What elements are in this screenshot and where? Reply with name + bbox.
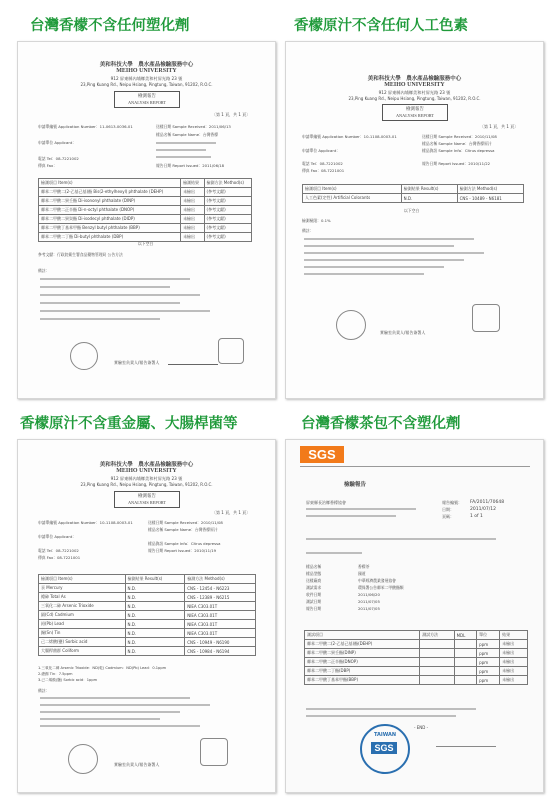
meiho-report-2 [285,41,544,399]
blurred-line [304,266,444,268]
table-cell: 鄰苯二甲酸二丁酯 Di-butyl phthalate (DBP) [39,233,181,242]
detection-limit: 檢測極限：0.1% [302,218,331,223]
table-row [39,206,252,215]
table-row [39,188,252,197]
table-header-cell: 檢測項目 Item(s) [303,185,402,194]
table-cell: 己二烯酸(鹽) Sorbic acid [39,638,126,647]
table-cell: CNS - 10984 - N6194 [185,647,256,656]
table-cell: N.D. [125,593,185,602]
meiho-report-3 [17,439,276,793]
table-row [305,649,528,658]
application-number: 申請單編號 Application Number：11-0613-0036-01 [38,124,133,129]
table-cell: CNS - 12454 - N6223 [185,584,256,593]
table-cell: 鄰苯二甲酸二(2-乙基己基)酯(DEHP) [305,640,420,649]
heading-top-right: 香檬原汁不含任何人工色素 [294,18,468,34]
blurred-line [304,245,454,247]
blurred-line [304,252,484,254]
tel: 電話 Tel：08-7221002 [38,548,79,553]
blurred-line [40,725,200,727]
sgs-report [285,439,544,793]
table-cell: (參考文獻) [204,224,251,233]
meiho-report-1 [17,41,276,399]
field-label: 送樣廠商 [306,578,322,583]
table-row [303,194,524,203]
stamp-sgs-logo: SGS [371,742,397,754]
field-label: 樣品型態 [306,571,322,576]
heading-bottom-left: 香檬原汁不含重金屬、大腸桿菌等 [20,416,238,432]
table-cell: 三氧化二砷 Arsenic Trioxide [39,602,126,611]
signer-label: 實驗室負責人/報告簽署人 [114,762,160,767]
table-header-row [305,631,528,640]
table-cell: 鄰苯二甲酸丁基苯甲酯(BBP) [305,676,420,685]
address-cn: 912 屏東縣內埔鄉美和村屏光路 23 號 [378,90,451,95]
table-cell [420,640,454,649]
report-issued: 報告日期 Report Issued：2011/06/18 [156,163,225,168]
table-cell: ppm [477,658,500,667]
table-cell: 未檢出 [181,233,204,242]
signature-line [168,364,218,365]
page-number: 〔第 1 頁，共 1 頁〕 [480,124,519,129]
sgs-logo: SGS [300,446,344,463]
table-cell: N.D. [125,620,185,629]
table-cell: 鄰苯二甲酸二異壬酯(DINP) [305,649,420,658]
table-header-row [303,185,524,194]
sample-name: 樣品名稱 Sample Name：台灣香檬 [156,132,219,137]
table-row [305,676,528,685]
univ-name-cn: 美和科技大學 農水產品檢驗服務中心 [99,62,194,68]
table-cell: N.D. [125,629,185,638]
blurred-line [306,715,456,717]
field-label: 測試需求 [306,585,322,590]
univ-name-cn: 美和科技大學 農水產品檢驗服務中心 [99,462,194,468]
table-cell [420,667,454,676]
heading-bottom-right: 台灣香檬茶包不含塑化劑 [301,416,461,432]
table-row [39,584,256,593]
table-cell: 鄰苯二甲酸二異壬酯 Di-isononyl phthalate (DINP) [39,197,181,206]
field-value: 2011/07/05 [358,606,380,611]
table-cell: 未檢出 [500,640,528,649]
tel: 電話 Tel：08-7221002 [302,161,343,166]
application-number: 申請單編號 Application Number：10-1108-0003-01 [302,134,397,139]
heading-top-left: 台灣香檬不含任何塑化劑 [30,18,190,34]
blurred-line [156,149,206,151]
table-cell: N.D. [125,584,185,593]
table-cell: 鎘(Cd) Cadmium [39,611,126,620]
table-header-cell: 檢測方法 Method(s) [185,575,256,584]
field-value: 環保署公告鄰苯二甲酸酯類 [358,585,404,590]
address-en: 23,Ping Kuang Rd., Neipu Hsiang, Pingtung, Taiwan, 91202, R.O.C. [80,482,213,487]
table-cell: NIEA C303.01T [185,611,256,620]
reference-note: 參考文獻：行政院衛生署食品藥物管理局 公告方法 [38,252,123,257]
table-row [39,197,252,206]
table-cell: 未檢出 [181,215,204,224]
limit-note: 2.總錫 Tin：7.5ppm [38,672,73,676]
table-cell: 未檢出 [181,197,204,206]
official-seal-stamp [68,744,98,774]
table-cell: 未檢出 [181,206,204,215]
table-cell: 鄰苯二甲酸二正辛酯 Di-n-octyl phthalate (DNOP) [39,206,181,215]
table-header-cell: 測試方法 [420,631,454,640]
blurred-line [40,294,200,296]
field-label: 樣品名稱 [306,564,322,569]
sample-received: 送樣日期 Sample Received：2010/11/08 [422,134,497,139]
table-header-cell: 測試項目 [305,631,420,640]
table-cell: NIEA C303.01T [185,629,256,638]
table-cell: 未檢出 [181,224,204,233]
report-title-cn: 檢測報告 [406,107,424,112]
report-title-box [114,491,180,508]
tel: 電話 Tel：08-7221002 [38,156,79,161]
fax: 傳真 Fax：08-7221001 [302,168,345,173]
address-cn: 912 屏東縣內埔鄉美和村屏光路 23 號 [110,476,183,481]
table-cell: N.D. [401,194,457,203]
table-cell [454,667,477,676]
page-number: 〔第 1 頁，共 1 頁〕 [212,510,251,515]
table-cell: CNS - 10949 - N6190 [185,638,256,647]
table-cell: (參考文獻) [204,233,251,242]
blurred-line [40,711,180,713]
header-rule [300,466,530,467]
report-date: 2011/07/12 [470,507,496,512]
table-header-row [39,179,252,188]
blurred-line [306,708,476,710]
report-issued: 報告日期 Report Issued：2010/11/22 [422,161,491,166]
signer-stamp [218,338,244,364]
field-label: 收件日期 [306,592,322,597]
blurred-line [304,259,464,261]
table-cell [454,676,477,685]
blurred-line [40,718,160,720]
table-cell: CNS - 12389 - N6215 [185,593,256,602]
field-label: 測試日期 [306,599,322,604]
table-row [39,602,256,611]
blurred-line [156,142,216,144]
table-header-cell: MDL [454,631,477,640]
table-header-cell: 檢測結果 [181,179,204,188]
blurred-line [304,273,424,275]
end-marker: 以下空白 [404,208,420,213]
sgs-client: 屏東縣長治鄉香檬協會 [306,500,346,505]
blurred-line [40,318,160,320]
fax: 傳真 Fax：08-7221001 [38,555,81,560]
table-cell [454,658,477,667]
table-row [39,629,256,638]
table-cell: 大腸桿菌群 Coliform [39,647,126,656]
table-cell: 人工色素(定性) Artificial Colorants [303,194,402,203]
table-cell: 未檢出 [500,667,528,676]
table-row [39,638,256,647]
signature-line [436,746,496,747]
barcode [306,552,362,554]
signer-stamp [472,304,500,332]
page-number: 1 of 1 [470,514,483,519]
page-label: 頁碼： [442,514,454,519]
table-cell: 鄰苯二甲酸二(2-乙基己基)酯 Bis(2-ethylhexyl) phthalate (DEHP) [39,188,181,197]
table-header-cell: 檢測項目 Item(s) [39,575,126,584]
sample-info: 樣品資訊 Sample Info：Citrus depressa [422,148,495,153]
blurred-line [40,697,190,699]
applicant: 申請單位 Applicant： [38,140,77,145]
table-cell: 鉛(Pb) Lead [39,620,126,629]
signer-stamp [200,738,228,766]
field-value: 2011/06/20 [358,592,380,597]
report-no-label: 報告編號： [442,500,462,505]
sample-info: 樣品資訊 Sample Info：Citrus depressa [148,541,221,546]
table-cell: ppm [477,640,500,649]
table-cell: CNS - 10489 - N6181 [457,194,523,203]
table-cell: N.D. [125,638,185,647]
table-header-cell: 檢測項目 Item(s) [39,179,181,188]
address-en: 23,Ping Kuang Rd., Neipu Hsiang, Pingtung, Taiwan, 91202, R.O.C. [348,96,481,101]
stamp-text: TAIWAN [373,732,397,738]
end-marker: - END - [414,725,429,730]
table-row [305,658,528,667]
table-cell: ppm [477,667,500,676]
signer-label: 實驗室負責人/報告簽署人 [380,330,426,335]
blurred-line [156,156,211,158]
blurred-line [304,238,474,240]
sample-received: 送樣日期 Sample Received：2011/06/13 [156,124,231,129]
table-header-cell: 檢測方法 Method(s) [457,185,523,194]
limit-note: 3.己二烯酸(鹽) Sorbic acid：1ppm [38,678,98,682]
blurred-line [40,286,170,288]
blurred-line [306,538,496,540]
field-label: 報告日期 [306,606,322,611]
sgs-report-title: 檢驗報告 [344,482,367,488]
table-cell [420,658,454,667]
table-cell: N.D. [125,611,185,620]
end-marker: 以下空白 [138,241,154,246]
address-en: 23,Ping Kuang Rd., Neipu Hsiang, Pingtung, Taiwan, 91202, R.O.C. [80,82,213,87]
table-cell: ppm [477,649,500,658]
table-header-cell: 檢測結果 Result(s) [401,185,457,194]
results-table [38,178,252,242]
table-header-row [39,575,256,584]
remarks-label: 備註： [38,688,50,693]
sample-name: 樣品名稱 Sample Name：台灣香檬原汁 [422,141,492,146]
table-cell [420,676,454,685]
table-row [39,647,256,656]
table-row [39,224,252,233]
field-value: 2011/07/05 [358,599,380,604]
table-cell [454,640,477,649]
table-row [39,593,256,602]
address-cn: 912 屏東縣內埔鄉美和村屏光路 23 號 [110,76,183,81]
table-cell: (參考文獻) [204,206,251,215]
table-cell [454,649,477,658]
table-row [305,667,528,676]
page-number: 〔第 1 頁，共 1 頁〕 [212,112,251,117]
table-cell: 未檢出 [500,649,528,658]
univ-name-en: MEIHO UNIVERSITY [384,82,445,88]
limit-note: 1.三氧化二砷 Arsenic Trioxide：ND(乾) Cadmium：ND(Pb) Lead：0.1ppm [38,666,167,670]
field-value: 香檬茶 [358,564,370,569]
table-cell: 錫(Sn) Tin [39,629,126,638]
applicant: 申請單位 Applicant： [302,148,341,153]
table-header-cell: 單位 [477,631,500,640]
table-cell [420,649,454,658]
applicant: 申請單位 Applicant： [38,534,77,539]
report-no: FA/2011/70648 [470,500,505,505]
table-cell: 汞 Mercury [39,584,126,593]
signer-label: 實驗室負責人/報告簽署人 [114,360,160,365]
table-cell: N.D. [125,647,185,656]
table-cell: (參考文獻) [204,188,251,197]
field-value: 國道 [358,571,366,576]
application-number: 申請單編號 Application Number：10-1108-0003-01 [38,520,133,525]
table-cell: 鄰苯二甲酸二丁酯(DBP) [305,667,420,676]
results-table [38,574,256,656]
table-cell: 未檢出 [500,658,528,667]
blurred-line [40,278,190,280]
table-cell: N.D. [125,602,185,611]
table-cell: 未檢出 [181,188,204,197]
blurred-line [40,302,180,304]
table-cell: NIEA C303.01T [185,620,256,629]
sample-name: 樣品名稱 Sample Name：台灣香檬原汁 [148,527,218,532]
remarks-label: 備註： [38,268,50,273]
table-cell: 鄰苯二甲酸丁基苯甲酯 Benzyl butyl phthalate (BBP) [39,224,181,233]
table-row [39,611,256,620]
sgs-results-table [304,630,528,685]
blurred-line [306,508,416,510]
official-seal-stamp [336,310,366,340]
blurred-line [40,310,210,312]
univ-name-en: MEIHO UNIVERSITY [116,468,177,474]
fax: 傳真 Fax： [38,163,58,168]
table-cell: 鄰苯二甲酸二正辛酯(DNOP) [305,658,420,667]
field-value: 中華經濟農業發展協會 [358,578,396,583]
table-cell: 鄰苯二甲酸二異癸酯 Di-isodecyl phthalate (DIDP) [39,215,181,224]
univ-name-cn: 美和科技大學 農水產品檢驗服務中心 [367,76,462,82]
table-cell: ppm [477,676,500,685]
table-row [305,640,528,649]
report-title-cn: 檢測報告 [138,494,156,499]
table-header-cell: 結果 [500,631,528,640]
blurred-line [40,704,210,706]
date-label: 日期： [442,507,454,512]
table-row [39,215,252,224]
report-title-box [114,91,180,108]
table-cell: NIEA C303.01T [185,602,256,611]
remarks-label: 備註： [302,228,314,233]
table-header-cell: 檢測方法 Method(s) [204,179,251,188]
report-title-en: ANALYSIS REPORT [395,113,435,118]
results-table [302,184,524,203]
table-cell: (參考文獻) [204,215,251,224]
report-title-cn: 檢測報告 [138,94,156,99]
table-header-cell: 檢測結果 Result(s) [125,575,185,584]
table-cell: 未檢出 [500,676,528,685]
report-title-en: ANALYSIS REPORT [127,500,167,505]
blurred-line [306,515,396,517]
sample-received: 送樣日期 Sample Received：2010/11/08 [148,520,223,525]
report-title-box [382,104,448,121]
official-seal-stamp [70,342,98,370]
table-cell: 總砷 Total As [39,593,126,602]
sgs-taiwan-stamp [360,724,410,774]
table-cell: (參考文獻) [204,197,251,206]
report-title-en: ANALYSIS REPORT [127,100,167,105]
univ-name-en: MEIHO UNIVERSITY [116,68,177,74]
table-row [39,620,256,629]
report-issued: 報告日期 Report Issued：2010/11/19 [148,548,217,553]
